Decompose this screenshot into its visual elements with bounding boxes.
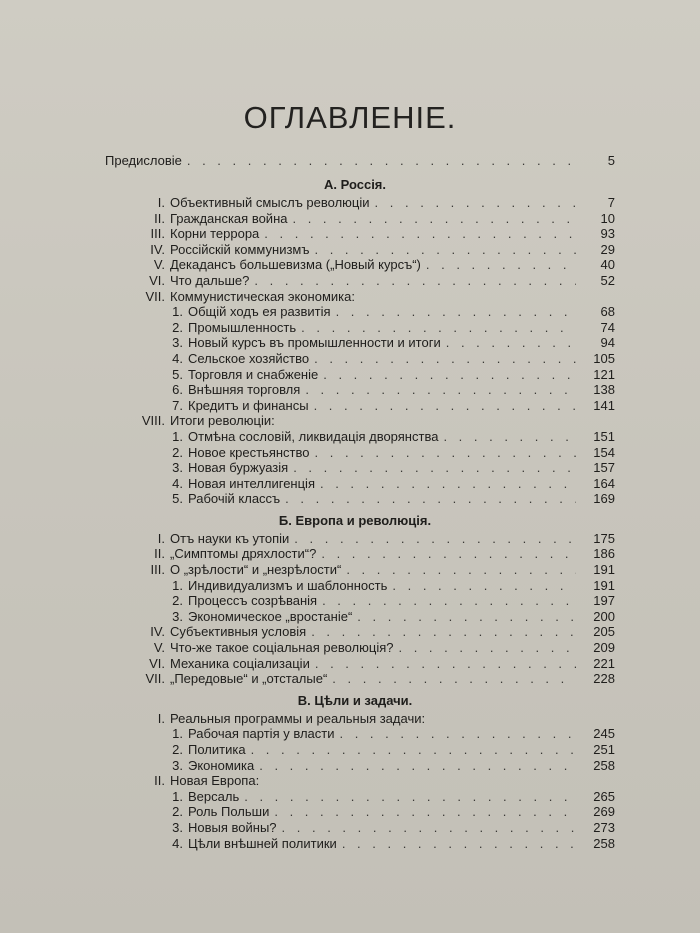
toc-subentry (95, 351, 615, 367)
dot-leader (314, 351, 576, 367)
toc-entry-label: Новый курсъ въ промышленности и итоги (188, 335, 441, 351)
toc-entry (95, 413, 615, 429)
toc-entry-page: 197 (593, 593, 615, 609)
toc-entry (95, 624, 615, 640)
toc-entry-label: „Передовые“ и „отсталые“ (170, 671, 328, 687)
dot-leader (251, 742, 576, 758)
toc-entry-page: 138 (593, 382, 615, 398)
toc-subentry (95, 460, 615, 476)
toc-entry-number: IV. (150, 624, 165, 640)
toc-entry-number: 2. (172, 319, 183, 335)
toc-entry-number: VII. (145, 671, 165, 687)
toc-entry-page: 10 (600, 210, 615, 226)
dot-leader (314, 398, 576, 414)
toc-entry-page: 251 (593, 742, 615, 757)
toc-entry (95, 562, 615, 578)
toc-subentry (95, 609, 615, 625)
toc-subentry (95, 491, 615, 507)
toc-entry-page: 121 (593, 366, 615, 382)
toc-entry-page: 68 (600, 304, 615, 320)
toc-entry-number: I. (157, 710, 165, 726)
toc-entry-page: 265 (593, 788, 615, 804)
toc-entry-page: 228 (593, 671, 615, 687)
toc-entry-label: Внѣшняя торговля (188, 382, 301, 398)
toc-entry-number: 2. (172, 593, 183, 609)
toc-subentry (95, 429, 615, 445)
toc-subentry (95, 820, 615, 836)
toc-entry-page: 52 (600, 272, 615, 288)
toc-entry-number: 3. (172, 819, 183, 835)
toc-entry-number: IV. (150, 241, 165, 257)
toc-subentry (95, 304, 615, 320)
toc-subentry (95, 742, 615, 758)
toc-entry-label: Гражданская война (170, 210, 288, 226)
toc-entry-number: 2. (172, 444, 183, 460)
toc-entry-page: 205 (593, 624, 615, 640)
toc-entry-page: 151 (593, 428, 615, 444)
toc-entry-page: 191 (593, 562, 615, 578)
toc-entry-label: Корни террора (170, 226, 260, 242)
dot-leader (305, 382, 576, 398)
dot-leader (187, 153, 576, 169)
dot-leader (375, 195, 576, 211)
dot-leader (320, 476, 576, 492)
toc-section (95, 691, 615, 851)
toc-entry-label: О „зрѣлости“ и „незрѣлости“ (170, 562, 342, 578)
toc-entry-number: 4. (172, 475, 183, 491)
toc-entry-number: V. (153, 640, 165, 656)
dot-leader (336, 304, 576, 320)
dot-leader (342, 836, 576, 852)
toc-entry-label: „Симптомы дряхлости“? (170, 546, 317, 562)
dot-leader (443, 429, 576, 445)
dot-leader (259, 758, 576, 774)
toc-entry-label: Промышленность (188, 319, 297, 335)
toc-entry-number: VIII. (141, 413, 165, 429)
toc-entry-number: 3. (172, 335, 183, 351)
toc-entry-number: 3. (172, 757, 183, 773)
dot-leader (301, 320, 576, 336)
toc-entry-page: 169 (593, 491, 615, 507)
toc-entry-label: Экономика (188, 757, 255, 773)
page-title: ОГЛАВЛЕНІЕ. (243, 100, 457, 135)
toc-entry-page: 186 (593, 546, 615, 562)
toc-entry-label: Торговля и снабженіе (188, 366, 319, 382)
toc-entry-page: 164 (593, 475, 615, 491)
toc-entry-number: 1. (172, 428, 183, 444)
toc-entry-label: Общій ходъ ея развитія (188, 304, 331, 320)
toc-subentry (95, 578, 615, 594)
toc-entry-number: II. (154, 546, 165, 562)
toc-entry-label: Сельское хозяйство (188, 350, 310, 366)
toc-entry (95, 711, 615, 727)
toc-subentry (95, 836, 615, 852)
toc-entry-label: Экономическое „вростаніе“ (188, 608, 353, 624)
toc-entry-number: I. (157, 530, 165, 546)
table-of-contents (95, 153, 615, 851)
dot-leader (446, 335, 576, 351)
toc-entry (95, 257, 615, 273)
toc-entry (95, 273, 615, 289)
toc-entry-number: 6. (172, 382, 183, 398)
toc-entry-label: Индивидуализмъ и шаблонность (188, 577, 388, 593)
toc-entry (95, 640, 615, 656)
toc-entry-number: VI. (149, 272, 165, 288)
toc-entry-label: Новыя войны? (188, 819, 277, 835)
toc-entry (95, 546, 615, 562)
toc-entry-label: Роль Польши (188, 804, 270, 820)
toc-subentry (95, 335, 615, 351)
dot-leader (346, 562, 576, 578)
toc-entry-number: V. (153, 257, 165, 273)
toc-entry-number: 1. (172, 304, 183, 320)
toc-entry-number: 3. (172, 460, 183, 476)
toc-subentry (95, 804, 615, 820)
toc-entry-number: VII. (145, 288, 165, 304)
toc-entry-page: 94 (600, 335, 615, 351)
toc-entry-page: 191 (593, 577, 615, 593)
dot-leader (321, 546, 576, 562)
toc-entry-page: 258 (593, 835, 615, 851)
toc-section (95, 511, 615, 687)
toc-section (95, 175, 615, 507)
toc-entry-label: Россійскій коммунизмъ (170, 241, 310, 257)
toc-entry-label: Итоги революціи: (170, 413, 275, 429)
toc-entry-page: 209 (593, 640, 615, 656)
toc-entry (95, 226, 615, 242)
toc-entry-label: Реальныя программы и реальныя задачи: (170, 710, 426, 726)
toc-entry-number: 1. (172, 577, 183, 593)
section-heading: Б. Европа и революція. (278, 512, 432, 528)
toc-entry-label: Механика соціализаціи (170, 655, 310, 671)
toc-entry-number: 5. (172, 366, 183, 382)
dot-leader (332, 671, 576, 687)
toc-entry-number: VI. (149, 655, 165, 671)
dot-leader (293, 460, 576, 476)
toc-entry-label: Новая Европа: (170, 773, 260, 789)
toc-entry-page: 258 (593, 757, 615, 773)
toc-entry-number: II. (154, 773, 165, 789)
toc-entry-label: Цѣли внѣшней политики (188, 835, 337, 851)
toc-entry-label: Декадансъ большевизма („Новый курсъ“) (170, 257, 421, 273)
toc-subentry (95, 382, 615, 398)
toc-entry-label: Объективный смыслъ революціи (170, 195, 370, 210)
toc-entry-number: 1. (172, 726, 183, 742)
dot-leader (392, 578, 576, 594)
toc-entry-page: 141 (593, 397, 615, 413)
toc-entry-page: 40 (600, 257, 615, 273)
toc-entry-label: Коммунистическая экономика: (170, 288, 355, 304)
toc-entry-label: Новая буржуазія (188, 460, 289, 476)
toc-entry-number: 7. (172, 397, 183, 413)
toc-entry (95, 211, 615, 227)
toc-entry-label: Субъективныя условія (170, 624, 307, 640)
toc-entry-label: Кредитъ и финансы (188, 397, 309, 413)
dot-leader (357, 609, 576, 625)
dot-leader (315, 445, 577, 461)
toc-subentry (95, 593, 615, 609)
toc-subentry (95, 367, 615, 383)
toc-subentry (95, 320, 615, 336)
toc-entry (95, 656, 615, 672)
toc-entry-preface (95, 153, 615, 171)
toc-entry-page: 221 (593, 655, 615, 671)
dot-leader (254, 273, 576, 289)
toc-entry-label: Что-же такое соціальная революція? (170, 640, 394, 656)
toc-entry-label: Рабочая партія у власти (188, 726, 335, 742)
dot-leader (315, 656, 576, 672)
toc-entry-number: II. (154, 210, 165, 226)
dot-leader (322, 593, 576, 609)
dot-leader (323, 367, 576, 383)
toc-subentry (95, 726, 615, 742)
dot-leader (292, 211, 576, 227)
toc-entry-page: 245 (593, 726, 615, 742)
dot-leader (285, 491, 576, 507)
toc-entry-label: Процессъ созрѣванія (188, 593, 318, 609)
toc-entry (95, 289, 615, 305)
section-heading: В. Цѣли и задачи. (297, 692, 413, 708)
toc-entry-label: Отъ науки къ утопіи (170, 530, 290, 546)
toc-entry-label: Версаль (188, 788, 240, 804)
toc-entry-page: 5 (607, 153, 615, 168)
toc-entry-label: Новое крестьянство (188, 444, 310, 460)
dot-leader (426, 257, 576, 273)
toc-sections (95, 175, 615, 851)
toc-entry-label: Отмѣна сословій, ликвидація дворянства (188, 428, 439, 444)
toc-entry (95, 195, 615, 211)
dot-leader (314, 242, 576, 258)
dot-leader (264, 226, 576, 242)
toc-entry-number: III. (150, 562, 165, 578)
toc-entry (95, 242, 615, 258)
toc-entry-page: 105 (593, 350, 615, 366)
toc-entry-number: III. (150, 226, 165, 242)
toc-entry-page: 93 (600, 226, 615, 242)
toc-entry-label: Рабочій классъ (188, 491, 281, 507)
toc-entry (95, 773, 615, 789)
dot-leader (339, 726, 576, 742)
toc-entry-page: 200 (593, 608, 615, 624)
toc-entry-page: 154 (593, 444, 615, 460)
toc-subentry (95, 789, 615, 805)
toc-entry-number: 3. (172, 608, 183, 624)
toc-entry-number: 5. (172, 491, 183, 507)
toc-subentry (95, 445, 615, 461)
toc-entry-number: 2. (172, 742, 183, 757)
toc-subentry (95, 398, 615, 414)
toc-entry-page: 74 (600, 319, 615, 335)
section-heading: А. Россія. (324, 177, 386, 192)
toc-entry-number: 2. (172, 804, 183, 820)
toc-entry-label: Новая интеллигенція (188, 475, 315, 491)
toc-subentry (95, 758, 615, 774)
dot-leader (311, 624, 576, 640)
toc-entry-number: I. (157, 195, 165, 210)
toc-entry-page: 157 (593, 460, 615, 476)
toc-subentry (95, 476, 615, 492)
toc-entry-number: 4. (172, 835, 183, 851)
toc-entry-number: 4. (172, 350, 183, 366)
dot-leader (282, 820, 576, 836)
dot-leader (294, 531, 576, 547)
toc-entry-page: 7 (607, 195, 615, 210)
toc-entry-label: Политика (188, 742, 246, 757)
toc-entry-page: 269 (593, 804, 615, 820)
toc-entry-page: 273 (593, 819, 615, 835)
toc-entry-label: Предисловіе (105, 153, 182, 168)
dot-leader (244, 789, 576, 805)
toc-entry-number: 1. (172, 788, 183, 804)
toc-entry-page: 29 (600, 241, 615, 257)
toc-entry (95, 671, 615, 687)
toc-entry-page: 175 (593, 530, 615, 546)
toc-entry-label: Что дальше? (170, 272, 250, 288)
toc-entry (95, 531, 615, 547)
dot-leader (398, 640, 576, 656)
dot-leader (274, 804, 576, 820)
